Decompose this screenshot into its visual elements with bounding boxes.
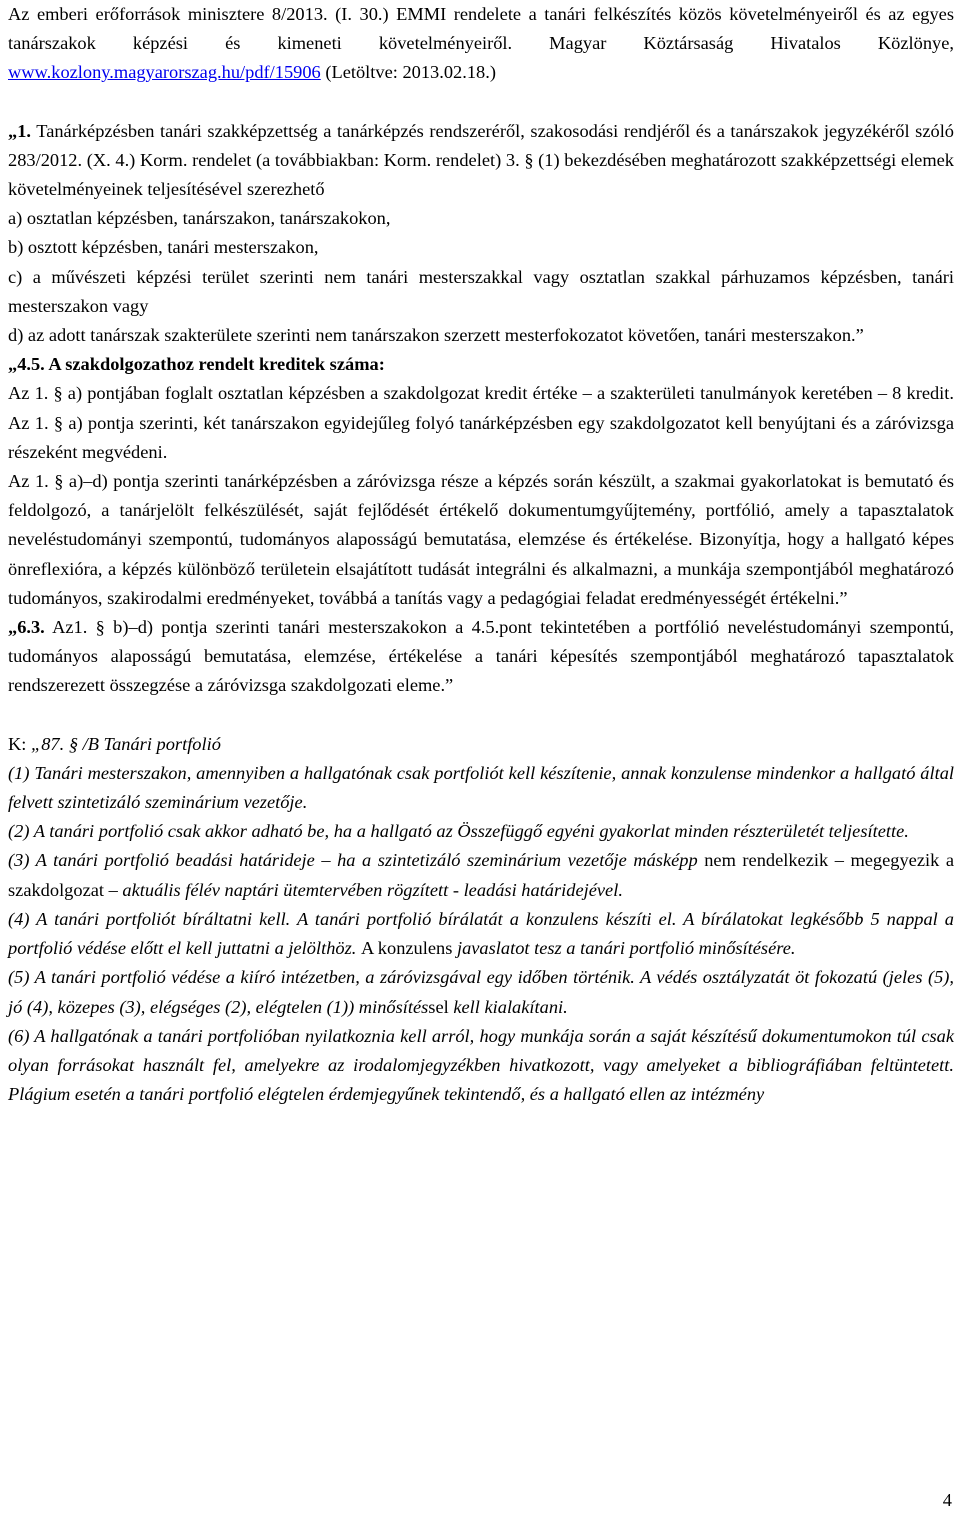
k-paragraph-4-part-a: (4) A tanári portfoliót bíráltatni kell. A tanári portfolió bírálatát a konzulens készíti el. A bírálatokat legkésőbb 5 nappal a portfolió védése előtt el kell juttatni a jelölthöz. [8,908,954,959]
k-paragraph-6: (6) A hallgatónak a tanári portfolióban nyilatkoznia kell arról, hogy munkája során a saját készítésű dokumentumokon túl csak olyan forrásokat használt fel, amelyekre az irodalomjegyzékben hivatkozott, vagy amelyeket a bibliográfiában feltüntetett. Plágium esetén a tanári portfolió elégtelen érdemjegyűnek tekintendő, és a hallgató ellen az intézmény [8,1025,954,1105]
k-paragraph-5-part-b: sel [428,996,454,1017]
page-number: 4 [942,1490,952,1510]
k-paragraph-1: (1) Tanári mesterszakon, amennyiben a hallgatónak csak portfoliót kell készítenie, annak konzulense mindenkor a hallgató által felvett szintetizáló szeminárium vezetője. [8,762,954,813]
point-1-number: „1. [8,120,31,141]
k-title: „87. § /B Tanári portfolió [31,733,221,754]
section-4-5-paragraph-1: Az 1. § a) pontjában foglalt osztatlan képzésben a szakdolgozat kredit értéke – a szakterületi tanulmányok keretében – 8 kredit. Az 1. § a) pontja szerinti, két tanárszakon egyidejűleg folyó tanárképzésben egy szakdolgozatot kell benyújtani és a záróvizsga részeként megvédeni. [8,383,954,462]
k-paragraph-4 [8,905,954,963]
k-prefix: K: [8,733,31,754]
list-item-d: d) az adott tanárszak szakterülete szerinti nem tanárszakon szerzett mesterfokozatot követően, tanári mesterszakon.” [8,325,864,346]
point-1-text: Tanárképzésben tanári szakképzettség a tanárképzés rendszeréről, szakosodási rendjéről és a tanárszakok jegyzékéről szóló 283/2012. (X. 4.) Korm. rendelet (a továbbiakban: Korm. rendelet) 3. § (1) bekezdésében meghatározott szakképzettségi elemek követelményeinek teljesítésével szerezhető [8,120,954,200]
k-paragraph-3 [8,846,954,904]
k-paragraph-2: (2) A tanári portfolió csak akkor adható be, ha a hallgató az Összefüggő egyéni gyakorlat minden részterületét teljesítette. [8,821,909,842]
document-page [8,0,954,1109]
section-6-3-text: Az1. § b)–d) pontja szerinti tanári mesterszakokon a 4.5.pont tekintetében a portfólió neveléstudományi szempontú, tudományos alaposságú bemutatása, elemzése, értékelése a tanári képesítés szempontjából meghatározó tapasztalatok rendszerezett összegzése a záróvizsga szakdolgozati eleme.” [8,617,954,696]
section-6-3-paragraph [8,613,954,701]
list-item-c: c) a művészeti képzési terület szerinti nem tanári mesterszakkal vagy osztatlan szakkal párhuzamos képzésben, tanári mesterszakon vagy [8,266,954,316]
list-item-b: b) osztott képzésben, tanári mesterszakon, [8,237,319,258]
intro-text: Az emberi erőforrások minisztere 8/2013. (I. 30.) EMMI rendelete a tanári felkészítés közös követelményeiről és az egyes tanárszakok képzési és kimeneti követelményeiről. Magyar Köztársaság Hivatalos Közlönye, [8,4,954,54]
intro-reference [8,0,954,88]
k-paragraph-3-part-c: aktuális félév naptári ütemtervében rögzített - leadási határidejével. [122,879,623,900]
k-paragraph-5-part-a: (5) A tanári portfolió védése a kiíró intézetben, a záróvizsgával egy időben történik. A védés osztályzatát öt fokozatú (jeles (5), jó (4), közepes (3), elégséges (2), elégtelen (1)) minősítés [8,967,954,1017]
k-paragraph-5-part-c: kell kialakítani. [453,996,568,1017]
k-paragraph-3-part-a: (3) A tanári portfolió beadási határideje – ha a szintetizáló szeminárium vezetője másképp [8,850,705,871]
download-date: (Letöltve: 2013.02.18.) [320,62,496,83]
section-4-5-heading: „4.5. A szakdolgozathoz rendelt kreditek száma: [8,354,385,375]
k-paragraph-5 [8,963,954,1021]
point-1-paragraph [8,117,954,205]
section-4-5-paragraph-2: Az 1. § a)–d) pontja szerinti tanárképzésben a záróvizsga része a képzés során készült, a szakmai gyakorlatokat is bemutató és feldolgozó, a tanárjelölt felkészülését, saját fejlődését értékelő dokumentumgyűjtemény, portfólió, amely a tapasztalatok neveléstudományi szempontú, tudományos alaposságú bemutatása, elemzése és értékelése. Bizonyítja, hogy a hallgató képes önreflexióra, a képzés különböző területein elsajátított tudását integrálni és alkalmazni, a munkája szempontjából meghatározó tudományos, szakirodalmi eredményeket, továbbá a tanítás vagy a pedagógiai feladat eredményességét értékelni.” [8,471,954,608]
k-paragraph-3-part-b: nem rendelkezik – megegyezik a szakdolgozat – [8,850,954,900]
k-paragraph-4-part-b: A konzulens [360,938,457,959]
k-paragraph-4-part-c: javaslatot tesz a tanári portfolió minősítésére. [456,938,796,959]
k-section-title [8,730,954,759]
kozlony-link[interactable]: www.kozlony.magyarorszag.hu/pdf/15906 [8,62,321,83]
list-item-a: a) osztatlan képzésben, tanárszakon, tanárszakokon, [8,208,391,229]
section-6-3-number: „6.3. [8,617,45,638]
